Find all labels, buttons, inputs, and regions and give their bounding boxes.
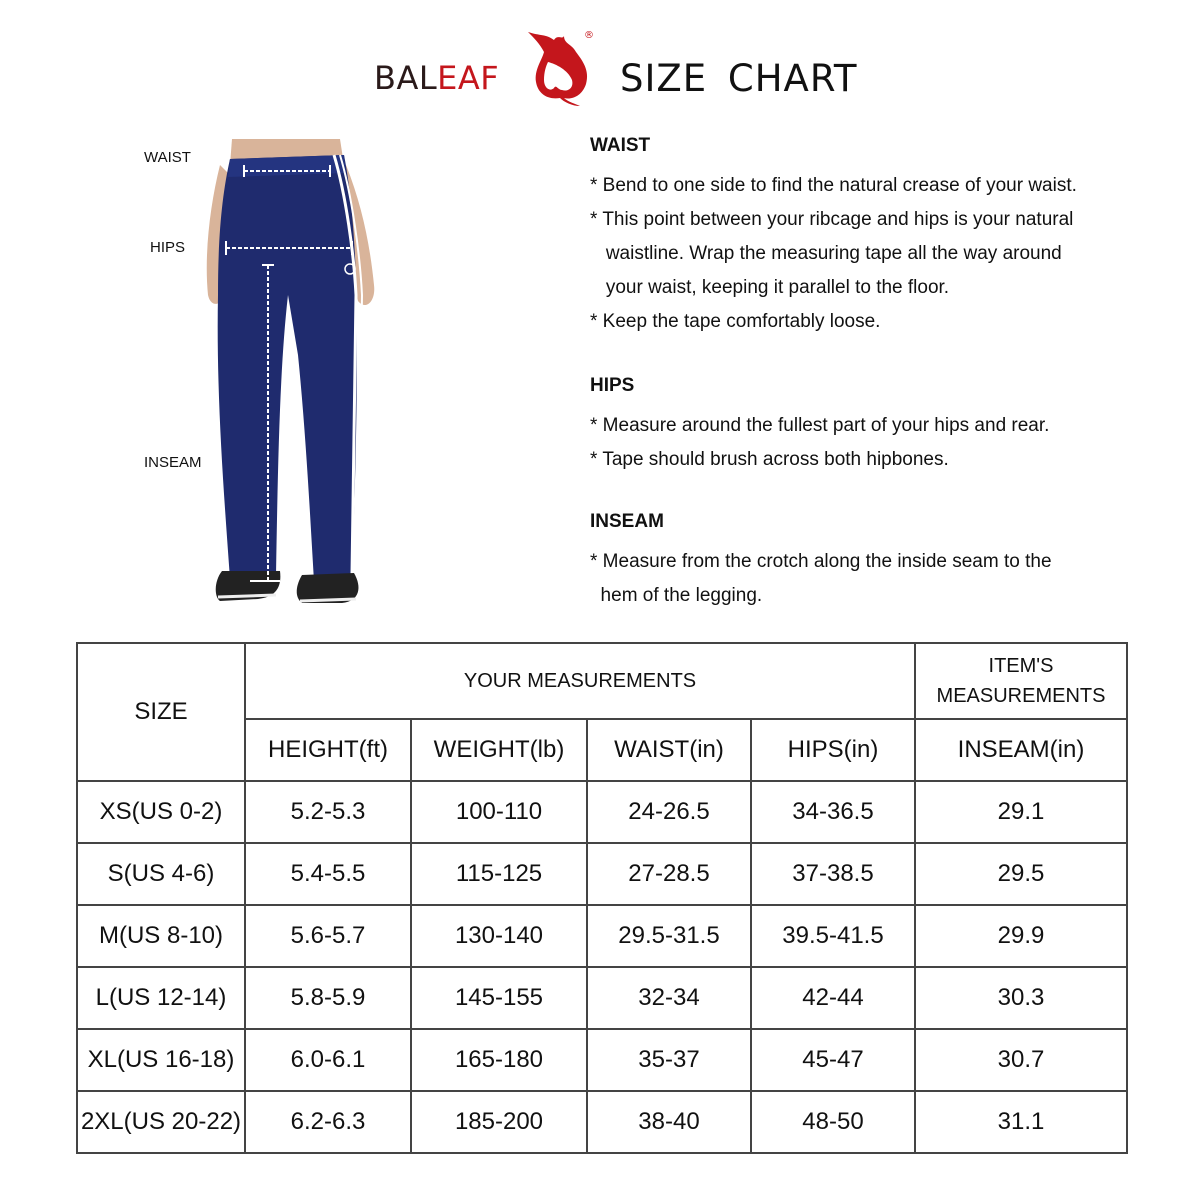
header: [0, 22, 1200, 112]
cell-hips: 48-50: [751, 1091, 915, 1153]
pants-illustration: [130, 135, 420, 615]
cell-inseam: 31.1: [915, 1091, 1127, 1153]
cell-waist: 32-34: [587, 967, 751, 1029]
brand-part1: BAL: [374, 59, 438, 97]
cell-waist: 27-28.5: [587, 843, 751, 905]
figure-label-waist: WAIST: [144, 149, 191, 166]
page-title: SIZE CHART: [620, 57, 858, 100]
cell-height: 6.2-6.3: [245, 1091, 411, 1153]
guide-section-inseam: [590, 511, 1150, 613]
column-header-inseam: INSEAM(in): [915, 719, 1127, 781]
guide-section-waist: [590, 135, 1150, 375]
cell-hips: 42-44: [751, 967, 915, 1029]
table-row: [77, 1091, 1127, 1153]
table-header-row-1: [77, 643, 1127, 719]
guide-line: hem of the legging.: [590, 585, 763, 606]
cell-hips: 34-36.5: [751, 781, 915, 843]
measuring-guide: [590, 135, 1150, 613]
column-header-height: HEIGHT(ft): [245, 719, 411, 781]
cell-inseam: 30.3: [915, 967, 1127, 1029]
cell-size: XS(US 0-2): [77, 781, 245, 843]
cell-size: L(US 12-14): [77, 967, 245, 1029]
table-row: [77, 781, 1127, 843]
cell-height: 5.2-5.3: [245, 781, 411, 843]
cell-height: 6.0-6.1: [245, 1029, 411, 1091]
guide-heading-inseam: INSEAM: [590, 511, 664, 532]
table-row: [77, 905, 1127, 967]
baleaf-leaf-logo-icon: [520, 26, 600, 106]
cell-waist: 38-40: [587, 1091, 751, 1153]
guide-line: * Bend to one side to find the natural crease of your waist.: [590, 175, 1077, 196]
cell-weight: 100-110: [411, 781, 587, 843]
guide-line: * Keep the tape comfortably loose.: [590, 311, 881, 332]
cell-waist: 29.5-31.5: [587, 905, 751, 967]
figure-label-inseam: INSEAM: [144, 454, 202, 471]
cell-waist: 24-26.5: [587, 781, 751, 843]
guide-heading-hips: HIPS: [590, 375, 635, 396]
guide-line: waistline. Wrap the measuring tape all the way around: [590, 243, 1062, 264]
table-row: [77, 843, 1127, 905]
cell-weight: 115-125: [411, 843, 587, 905]
guide-line: your waist, keeping it parallel to the floor.: [590, 277, 950, 298]
cell-inseam: 29.5: [915, 843, 1127, 905]
cell-height: 5.6-5.7: [245, 905, 411, 967]
guide-section-hips: [590, 375, 1150, 511]
brand-wordmark: [374, 59, 500, 97]
header-size: SIZE: [77, 643, 245, 781]
guide-heading-waist: WAIST: [590, 135, 651, 156]
figure-label-hips: HIPS: [150, 239, 186, 256]
table-row: [77, 1029, 1127, 1091]
cell-height: 5.8-5.9: [245, 967, 411, 1029]
cell-hips: 39.5-41.5: [751, 905, 915, 967]
cell-weight: 130-140: [411, 905, 587, 967]
table-row: [77, 967, 1127, 1029]
column-header-waist: WAIST(in): [587, 719, 751, 781]
cell-weight: 185-200: [411, 1091, 587, 1153]
size-table: [76, 642, 1128, 1154]
cell-size: M(US 8-10): [77, 905, 245, 967]
column-header-weight: WEIGHT(lb): [411, 719, 587, 781]
cell-inseam: 30.7: [915, 1029, 1127, 1091]
cell-waist: 35-37: [587, 1029, 751, 1091]
cell-height: 5.4-5.5: [245, 843, 411, 905]
header-items-line1: ITEM'S: [988, 655, 1054, 677]
cell-weight: 165-180: [411, 1029, 587, 1091]
cell-hips: 37-38.5: [751, 843, 915, 905]
registered-mark: ®: [584, 30, 594, 41]
cell-inseam: 29.1: [915, 781, 1127, 843]
guide-line: * This point between your ribcage and hips is your natural: [590, 209, 1074, 230]
header-items-measurements: [915, 643, 1127, 719]
pants-drawing: [130, 135, 420, 615]
cell-inseam: 29.9: [915, 905, 1127, 967]
cell-hips: 45-47: [751, 1029, 915, 1091]
cell-size: S(US 4-6): [77, 843, 245, 905]
cell-weight: 145-155: [411, 967, 587, 1029]
guide-line: * Measure from the crotch along the inside seam to the: [590, 551, 1052, 572]
cell-size: 2XL(US 20-22): [77, 1091, 245, 1153]
brand-part2: EAF: [437, 59, 500, 97]
header-items-line2: MEASUREMENTS: [936, 685, 1106, 707]
guide-line: * Tape should brush across both hipbones.: [590, 449, 949, 470]
cell-size: XL(US 16-18): [77, 1029, 245, 1091]
guide-line: * Measure around the fullest part of your hips and rear.: [590, 415, 1050, 436]
header-your-measurements: YOUR MEASUREMENTS: [245, 643, 915, 719]
column-header-hips: HIPS(in): [751, 719, 915, 781]
